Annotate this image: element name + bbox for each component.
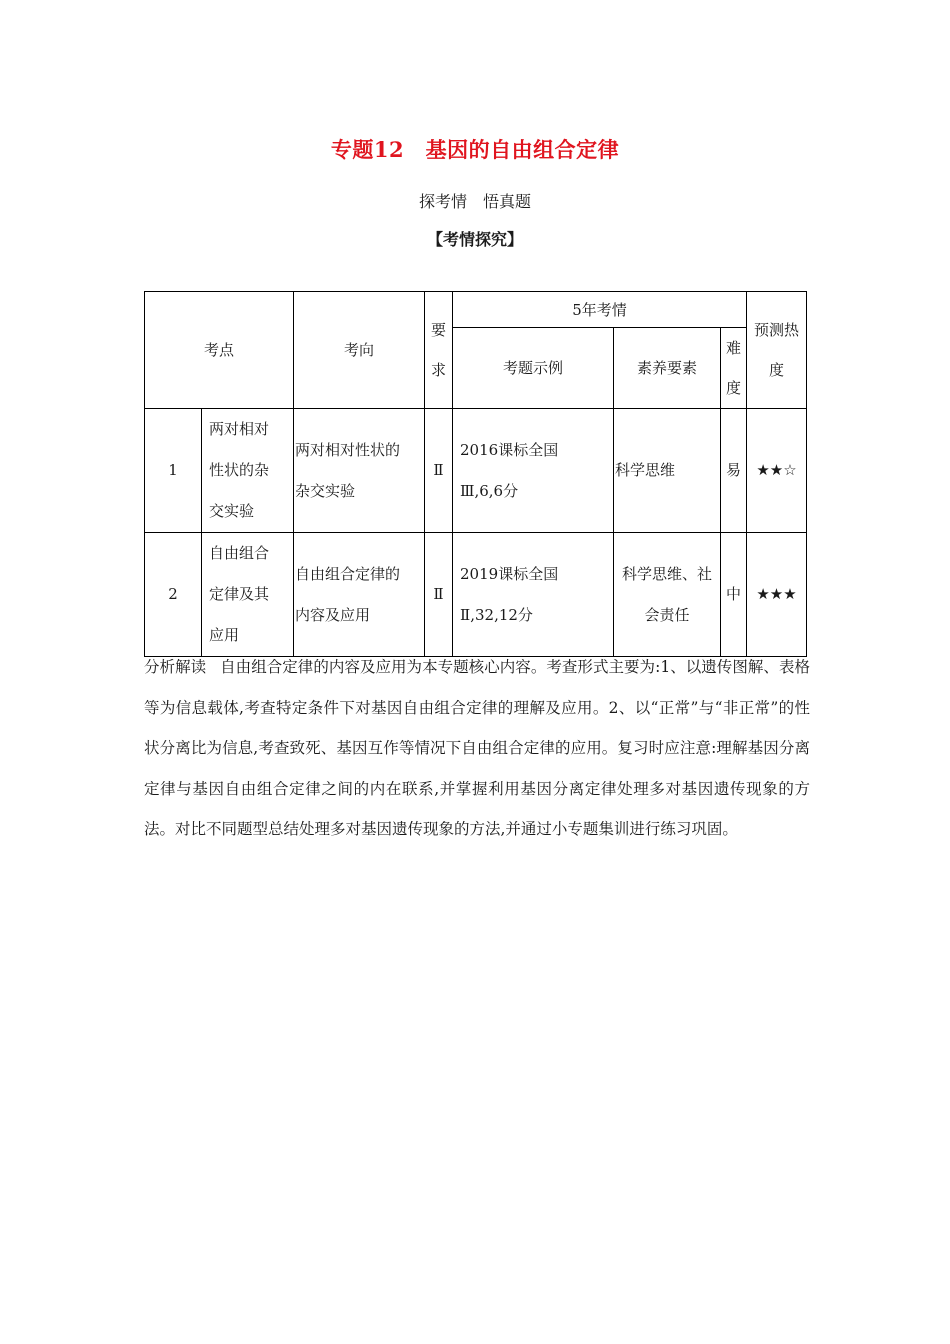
header-five-year: 5年考情	[453, 292, 747, 328]
row-direction-line: 两对相对性状的	[295, 440, 401, 459]
row-literacy-line: 科学思维、社	[622, 564, 713, 583]
table-row	[145, 533, 807, 657]
header-example: 考题示例	[453, 328, 614, 409]
header-requirement-line1: 要	[431, 321, 447, 339]
header-requirement	[425, 292, 453, 409]
header-requirement-line2: 求	[431, 361, 447, 379]
row-point-line: 两对相对	[209, 420, 270, 438]
row-point-line: 应用	[209, 626, 240, 644]
analysis-label: 分析解读	[144, 658, 207, 676]
header-kaoxiang: 考向	[294, 292, 425, 409]
row-direction	[294, 409, 425, 533]
header-difficulty	[721, 328, 747, 409]
table-row	[145, 409, 807, 533]
row-number: 1	[145, 409, 202, 533]
row-direction-line: 自由组合定律的	[295, 564, 401, 583]
row-difficulty: 中	[721, 533, 747, 657]
row-direction	[294, 533, 425, 657]
header-literacy: 素养要素	[614, 328, 721, 409]
row-literacy	[614, 533, 721, 657]
row-example	[453, 533, 614, 657]
row-point-line: 交实验	[209, 502, 255, 520]
row-number: 2	[145, 533, 202, 657]
page-title: 专题12 基因的自由组合定律	[330, 137, 620, 162]
row-forecast-stars: ★★☆	[747, 409, 807, 533]
analysis-paragraph	[144, 647, 810, 850]
header-forecast-line1: 预测热	[754, 321, 800, 339]
row-direction-line: 杂交实验	[295, 481, 356, 500]
row-example-line: 2016课标全国	[460, 440, 559, 459]
row-forecast-stars: ★★★	[747, 533, 807, 657]
exam-analysis-table	[144, 291, 807, 657]
row-requirement: Ⅱ	[425, 409, 453, 533]
row-literacy: 科学思维	[614, 409, 721, 533]
row-point	[202, 533, 294, 657]
row-direction-line: 内容及应用	[295, 605, 371, 624]
section-heading: 【考情探究】	[426, 230, 523, 249]
analysis-text: 自由组合定律的内容及应用为本专题核心内容。考查形式主要为:1、以遗传图解、表格等为信息载体,考查特定条件下对基因自由组合定律的理解及应用。2、以“正常”与“非正常”的性状分离比为信息,考查致死、基因互作等情况下自由组合定律的应用。复习时应注意:理解基因分离定律与基因自由组合定律之间的内在联系,并掌握利用基因分离定律处理多对基因遗传现象的方法。对比不同题型总结处理多对基因遗传现象的方法,并通过小专题集训进行练习巩固。	[144, 658, 810, 838]
row-example-line: Ⅲ,6,6分	[460, 481, 519, 500]
header-forecast-line2: 度	[769, 361, 785, 379]
header-difficulty-line2: 度	[726, 379, 742, 397]
header-kaodian: 考点	[145, 292, 294, 409]
row-example-line: 2019课标全国	[460, 564, 559, 583]
subtitle: 探考情 悟真题	[418, 192, 531, 211]
header-difficulty-line1: 难	[726, 339, 742, 357]
row-difficulty: 易	[721, 409, 747, 533]
row-requirement: Ⅱ	[425, 533, 453, 657]
row-point-line: 性状的杂	[209, 461, 270, 479]
row-point-line: 定律及其	[209, 585, 270, 603]
row-example-line: Ⅱ,32,12分	[460, 605, 533, 624]
header-forecast	[747, 292, 807, 409]
row-point	[202, 409, 294, 533]
row-literacy-line: 会责任	[644, 605, 690, 624]
row-example	[453, 409, 614, 533]
row-point-line: 自由组合	[209, 544, 270, 562]
